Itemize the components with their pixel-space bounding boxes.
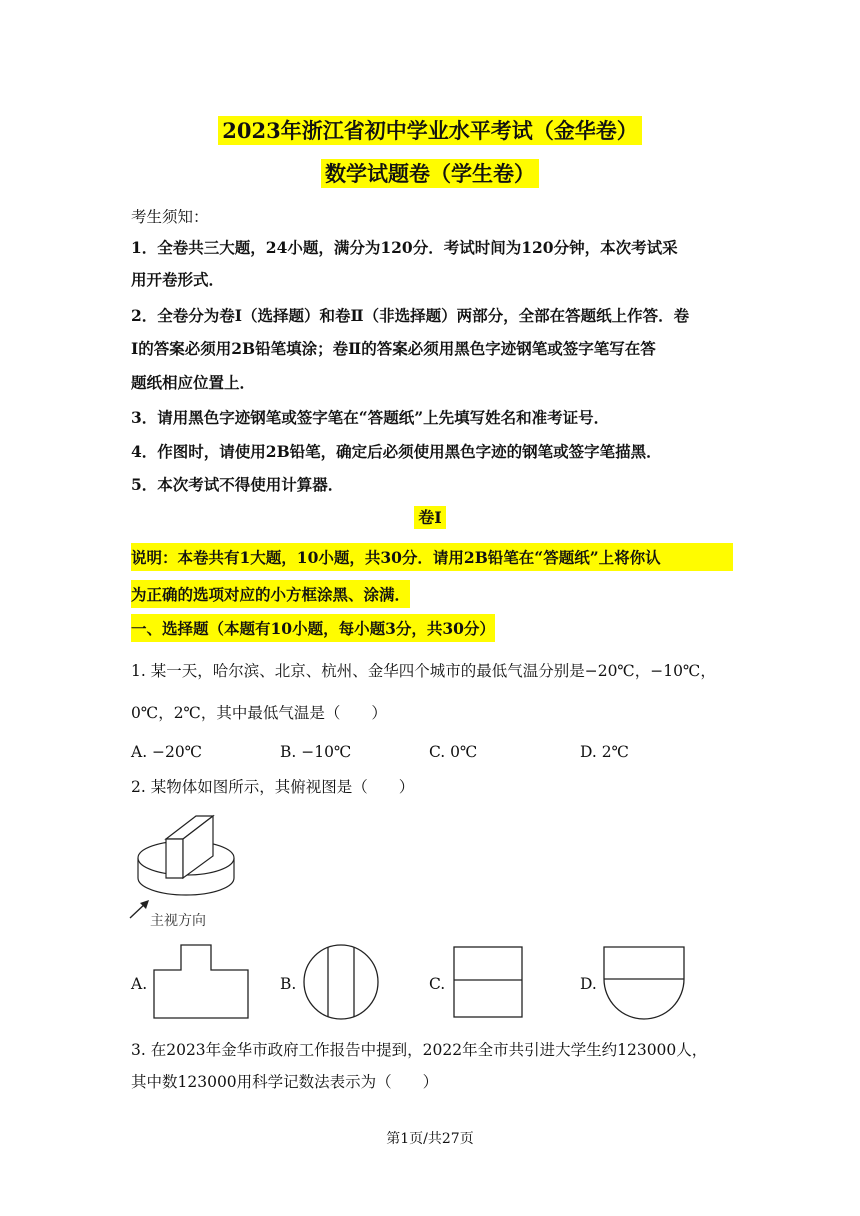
notice-line: 1．全卷共三大题，24小题，满分为120分．考试时间为120分钟，本次考试采 (131, 238, 678, 257)
notice-line: 用开卷形式． (131, 270, 225, 289)
exam-title: 2023年浙江省初中学业水平考试（金华卷） (0, 115, 860, 145)
notice-line: Ⅰ的答案必须用2B铅笔填涂；卷Ⅱ的答案必须用黑色字迹钢笔或签字笔写在答 (131, 339, 656, 358)
q2-option-c-label: C. (429, 975, 446, 993)
exam-subtitle: 数学试题卷（学生卷） (0, 158, 860, 188)
question-1-cont: 0℃，2℃，其中最低气温是（ ） (131, 704, 387, 722)
section-description-cont: 为正确的选项对应的小方框涂黑、涂满． (131, 580, 410, 608)
object-figure (125, 808, 235, 923)
notice-line: 3．请用黑色字迹钢笔或签字笔在“答题纸”上先填写姓名和准考证号． (131, 408, 610, 427)
page-footer: 第1页/共27页 (386, 1131, 474, 1147)
question-3: 3. 在2023年金华市政府工作报告中提到，2022年全市共引进大学生约123000人， (131, 1041, 708, 1059)
notice-line: 题纸相应位置上． (131, 373, 256, 392)
option-c-rectangle-figure (453, 946, 523, 1018)
option-a-t-shape-figure (153, 944, 249, 1020)
notice-line: 4．作图时，请使用2B铅笔，确定后必须使用黑色字迹的钢笔或签字笔描黑． (131, 442, 662, 461)
option-d-semicircle-figure (603, 946, 685, 1020)
section-heading: 一、选择题（本题有10小题，每小题3分，共30分） (131, 614, 495, 642)
q2-option-d-label: D. (580, 975, 597, 993)
option-b-circle-figure (302, 943, 380, 1021)
q1-option-b: B. −10℃ (280, 743, 352, 761)
question-1: 1. 某一天，哈尔滨、北京、杭州、金华四个城市的最低气温分别是−20℃，−10℃， (131, 662, 716, 680)
q2-option-a-label: A. (131, 975, 148, 993)
q1-option-a: A. −20℃ (131, 743, 203, 761)
question-3-cont: 其中数123000用科学记数法表示为（ ） (131, 1073, 439, 1091)
section-description: 说明：本卷共有1大题，10小题，共30分．请用2B铅笔在“答题纸”上将你认 (131, 543, 733, 571)
volume-label: 卷Ⅰ (0, 505, 860, 528)
q1-option-d: D. 2℃ (580, 743, 629, 761)
figure-caption: 主视方向 (150, 913, 206, 929)
notice-line: 5．本次考试不得使用计算器． (131, 475, 344, 494)
q1-option-c: C. 0℃ (429, 743, 478, 761)
notice-heading: 考生须知： (131, 208, 209, 226)
notice-line: 2．全卷分为卷Ⅰ（选择题）和卷Ⅱ（非选择题）两部分，全部在答题纸上作答．卷 (131, 306, 690, 325)
q2-option-b-label: B. (280, 975, 297, 993)
question-2: 2. 某物体如图所示，其俯视图是（ ） (131, 778, 415, 796)
